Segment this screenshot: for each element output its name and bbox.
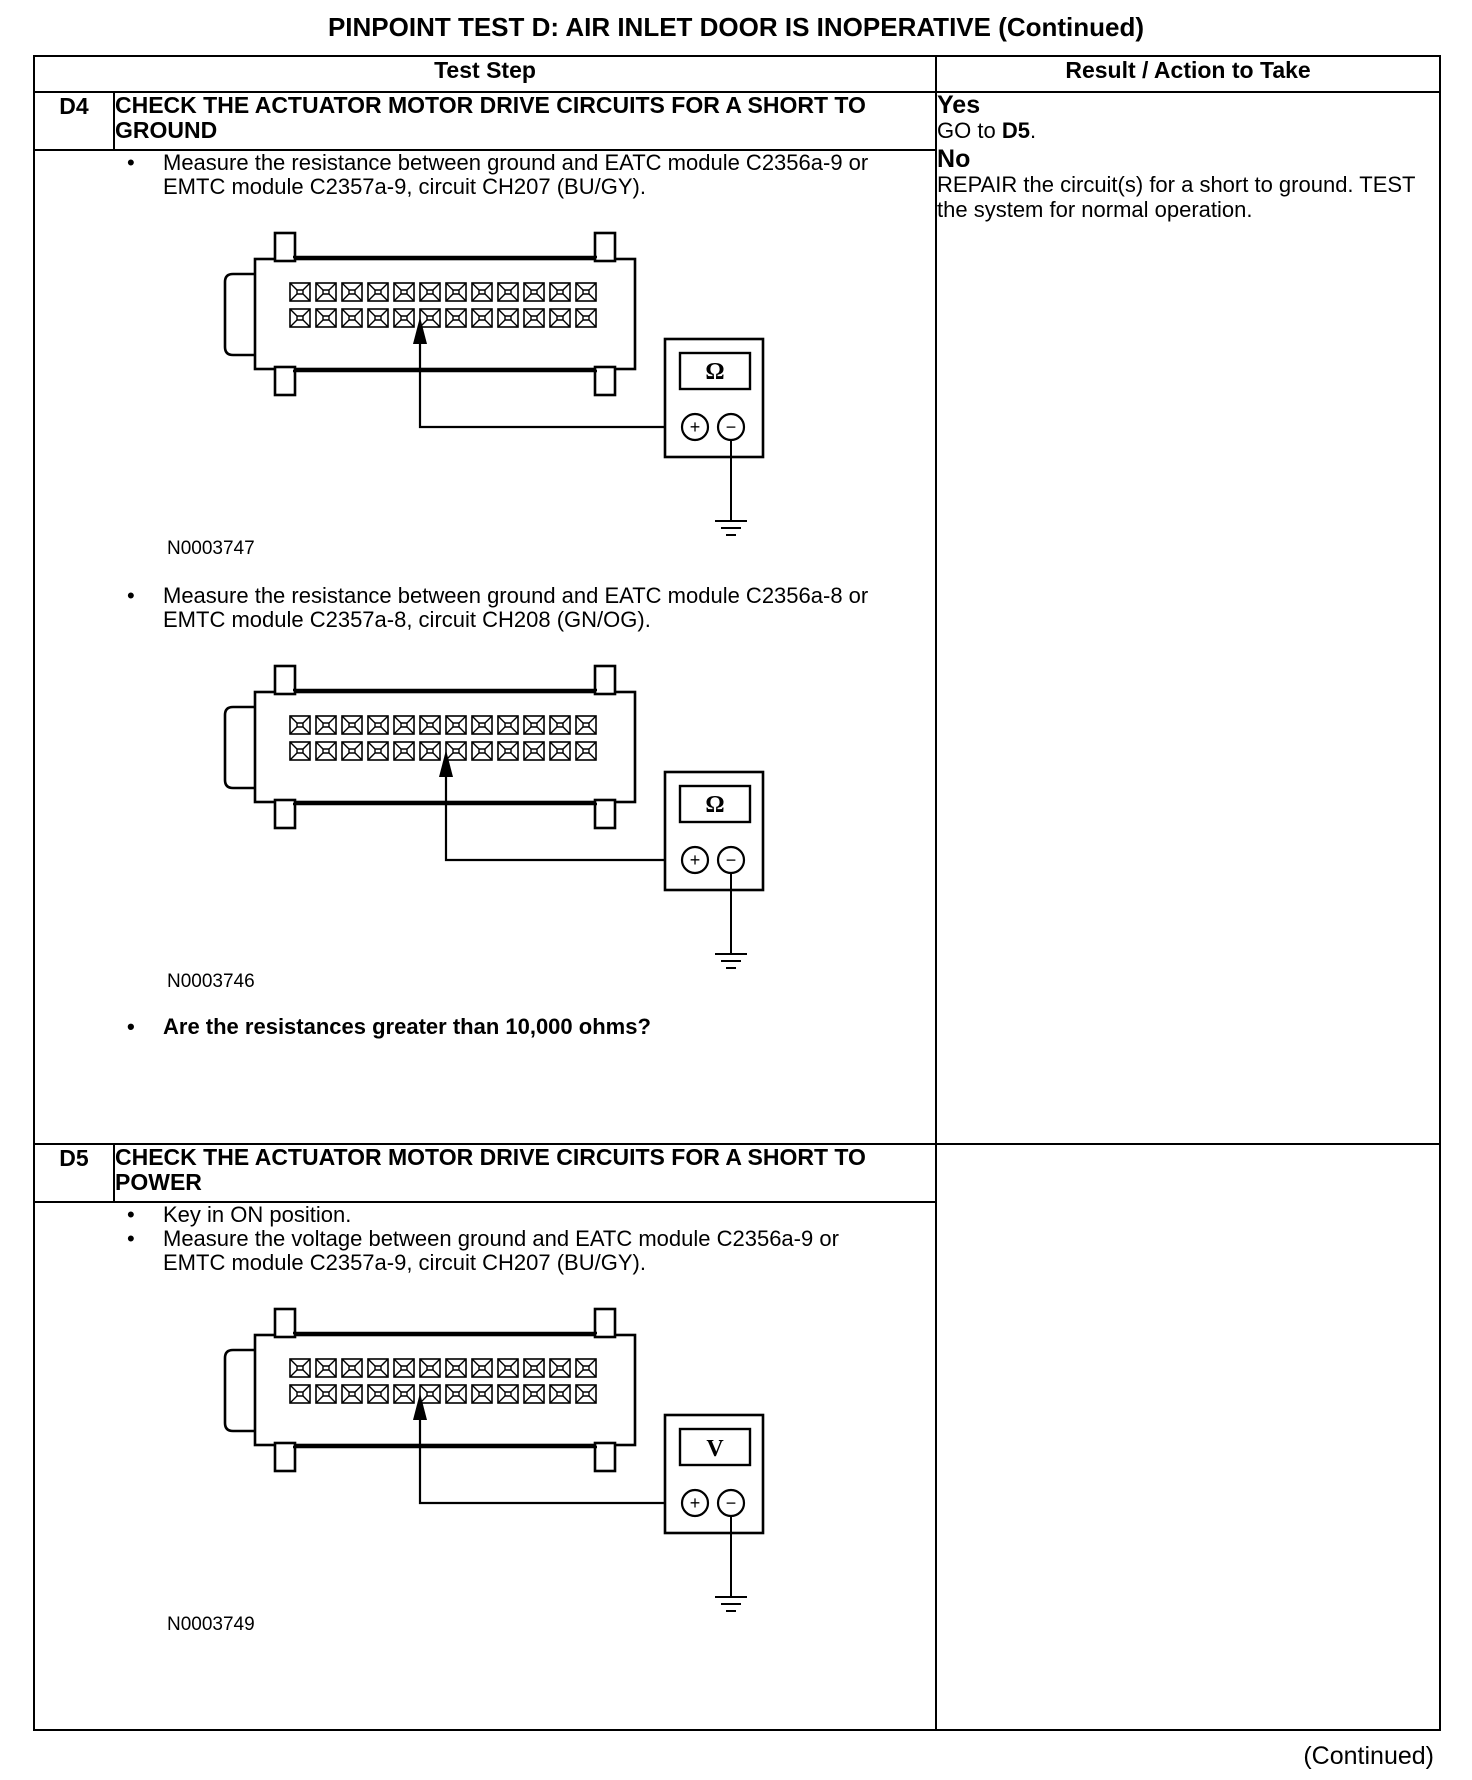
figure-id: N0003749: [167, 1614, 255, 1635]
meter-symbol: Ω: [705, 359, 725, 385]
table-header-row: [34, 56, 1440, 92]
meter-symbol: Ω: [705, 792, 725, 818]
test-table: [33, 55, 1441, 1731]
result-yes-text: GO to D5.: [937, 118, 1037, 143]
step-d4-heading: CHECK THE ACTUATOR MOTOR DRIVE CIRCUITS FOR A SHORT TO GROUND: [114, 92, 936, 150]
figure-id: N0003746: [167, 971, 255, 992]
step-d5-result: [936, 1144, 1440, 1730]
list-item: • Measure the voltage between ground and EATC module C2356a-9 or EMTC module C2357a-9, circuit CH207 (BU/GY).: [127, 1226, 839, 1275]
step-d5-heading-row: [34, 1144, 1440, 1202]
header-test-step: Test Step: [34, 56, 936, 92]
result-no-text: REPAIR the circuit(s) for a short to ground. TEST the system for normal operation.: [937, 172, 1416, 222]
step-d4-body: [34, 150, 936, 1144]
list-item-question: • Are the resistances greater than 10,000 ohms?: [127, 1014, 651, 1039]
connector-diagram: [185, 632, 825, 977]
figure-id: N0003747: [167, 538, 255, 559]
step-d4-heading-row: [34, 92, 1440, 150]
connector-diagram: [185, 199, 825, 544]
list-item: • Measure the resistance between ground and EATC module C2356a-9 or EMTC module C2357a-9, circuit CH207 (BU/GY).: [127, 150, 869, 199]
list-item: • Measure the resistance between ground and EATC module C2356a-8 or EMTC module C2357a-8, circuit CH208 (GN/OG).: [127, 583, 869, 632]
result-yes-label: Yes: [937, 91, 981, 119]
header-result: Result / Action to Take: [936, 56, 1440, 92]
step-d5-heading: CHECK THE ACTUATOR MOTOR DRIVE CIRCUITS FOR A SHORT TO POWER: [114, 1144, 936, 1202]
result-no-label: No: [937, 145, 971, 173]
connector-diagram: [185, 1275, 825, 1620]
result-yes-target: D5: [1001, 118, 1030, 143]
step-d5-id: D5: [34, 1144, 114, 1202]
step-d5-body: [34, 1202, 936, 1730]
list-item: • Key in ON position.: [127, 1202, 352, 1227]
step-d4-result: [936, 92, 1440, 1144]
continued-label: (Continued): [1303, 1742, 1434, 1770]
meter-symbol: V: [706, 1436, 724, 1462]
step-d4-id: D4: [34, 92, 114, 150]
page-title: PINPOINT TEST D: AIR INLET DOOR IS INOPERATIVE (Continued): [327, 12, 1145, 42]
